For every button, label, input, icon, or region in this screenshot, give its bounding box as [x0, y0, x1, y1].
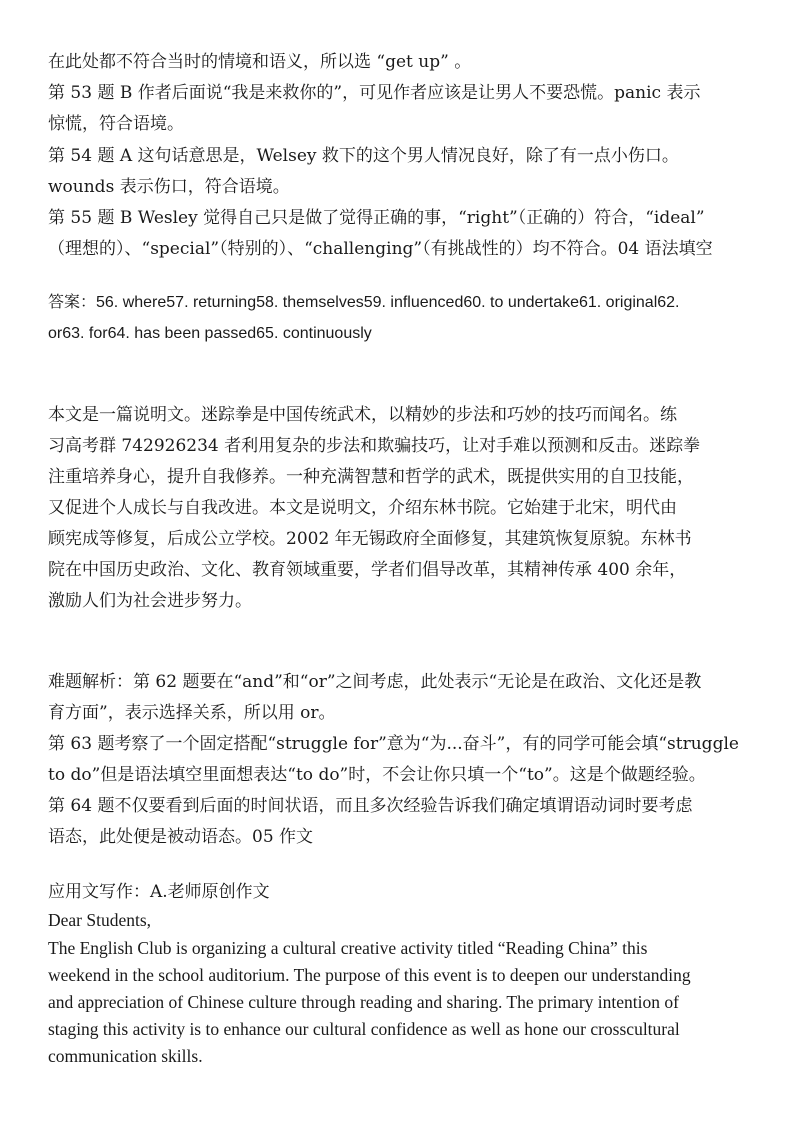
letter-line: weekend in the school auditorium. The purpose of this event is to deepen our understanding	[48, 965, 691, 985]
answer-line: or63. for64. has been passed65. continuously	[48, 325, 372, 342]
analysis-line: 第 64 题不仅要看到后面的时间状语，而且多次经验告诉我们确定填谓语动词时要考虑	[48, 796, 693, 816]
explanation-line: wounds 表示伤口，符合语境。	[48, 177, 290, 197]
letter-line: staging this activity is to enhance our cultural confidence as well as hone our crosscultural	[48, 1019, 680, 1039]
letter-greeting: Dear Students,	[48, 910, 152, 930]
letter-line: and appreciation of Chinese culture through reading and sharing. The primary intention of	[48, 992, 679, 1012]
summary-line: 又促进个人成长与自我改进。本文是说明文，介绍东林书院。它始建于北宋，明代由	[48, 498, 677, 518]
answer-line: 答案：56. where57. returning58. themselves59. influenced60. to undertake61. original62.	[48, 294, 680, 311]
explanation-line: 第 55 题 B Wesley 觉得自己只是做了觉得正确的事，“right”（正确的）符合，“ideal”	[48, 208, 705, 228]
summary-line: 本文是一篇说明文。迷踪拳是中国传统武术，以精妙的步法和巧妙的技巧而闻名。练	[48, 405, 677, 425]
analysis-line: 第 63 题考察了一个固定搭配“struggle for”意为“为...奋斗”，有的同学可能会填“struggle	[48, 734, 739, 754]
summary-line: 习高考群 742926234 者利用复杂的步法和欺骗技巧，让对手难以预测和反击。迷踪拳	[48, 436, 701, 456]
explanation-line: 在此处都不符合当时的情境和语义，所以选 “get up” 。	[48, 52, 472, 72]
summary-line: 院在中国历史政治、文化、教育领域重要，学者们倡导改革，其精神传承 400 余年，	[48, 560, 687, 580]
summary-line: 顾宪成等修复，后成公立学校。2002 年无锡政府全面修复，其建筑恢复原貌。东林书	[48, 529, 692, 549]
explanation-line: 第 53 题 B 作者后面说“我是来救你的”，可见作者应该是让男人不要恐慌。panic 表示	[48, 83, 701, 103]
analysis-line: 难题解析：第 62 题要在“and”和“or”之间考虑，此处表示“无论是在政治、文化还是教	[48, 672, 702, 692]
summary-line: 注重培养身心，提升自我修养。一种充满智慧和哲学的武术，既提供实用的自卫技能，	[48, 467, 694, 487]
explanation-line: 惊慌，符合语境。	[48, 114, 184, 134]
analysis-line: 语态，此处便是被动语态。05 作文	[48, 827, 314, 847]
explanation-line: （理想的）、“special”（特别的）、“challenging”（有挑战性的）均不符合。04 语法填空	[48, 239, 713, 259]
explanation-line: 第 54 题 A 这句话意思是，Welsey 救下的这个男人情况良好，除了有一点小伤口。	[48, 146, 679, 166]
letter-line: The English Club is organizing a cultural creative activity titled “Reading China” this	[48, 938, 648, 958]
writing-heading: 应用文写作：A.老师原创作文	[48, 882, 270, 902]
letter-line: communication skills.	[48, 1046, 203, 1066]
analysis-line: 育方面”，表示选择关系，所以用 or。	[48, 703, 336, 723]
summary-line: 激励人们为社会进步努力。	[48, 591, 252, 611]
analysis-line: to do”但是语法填空里面想表达“to do”时，不会让你只填一个“to”。这是个做题经验。	[48, 765, 706, 785]
